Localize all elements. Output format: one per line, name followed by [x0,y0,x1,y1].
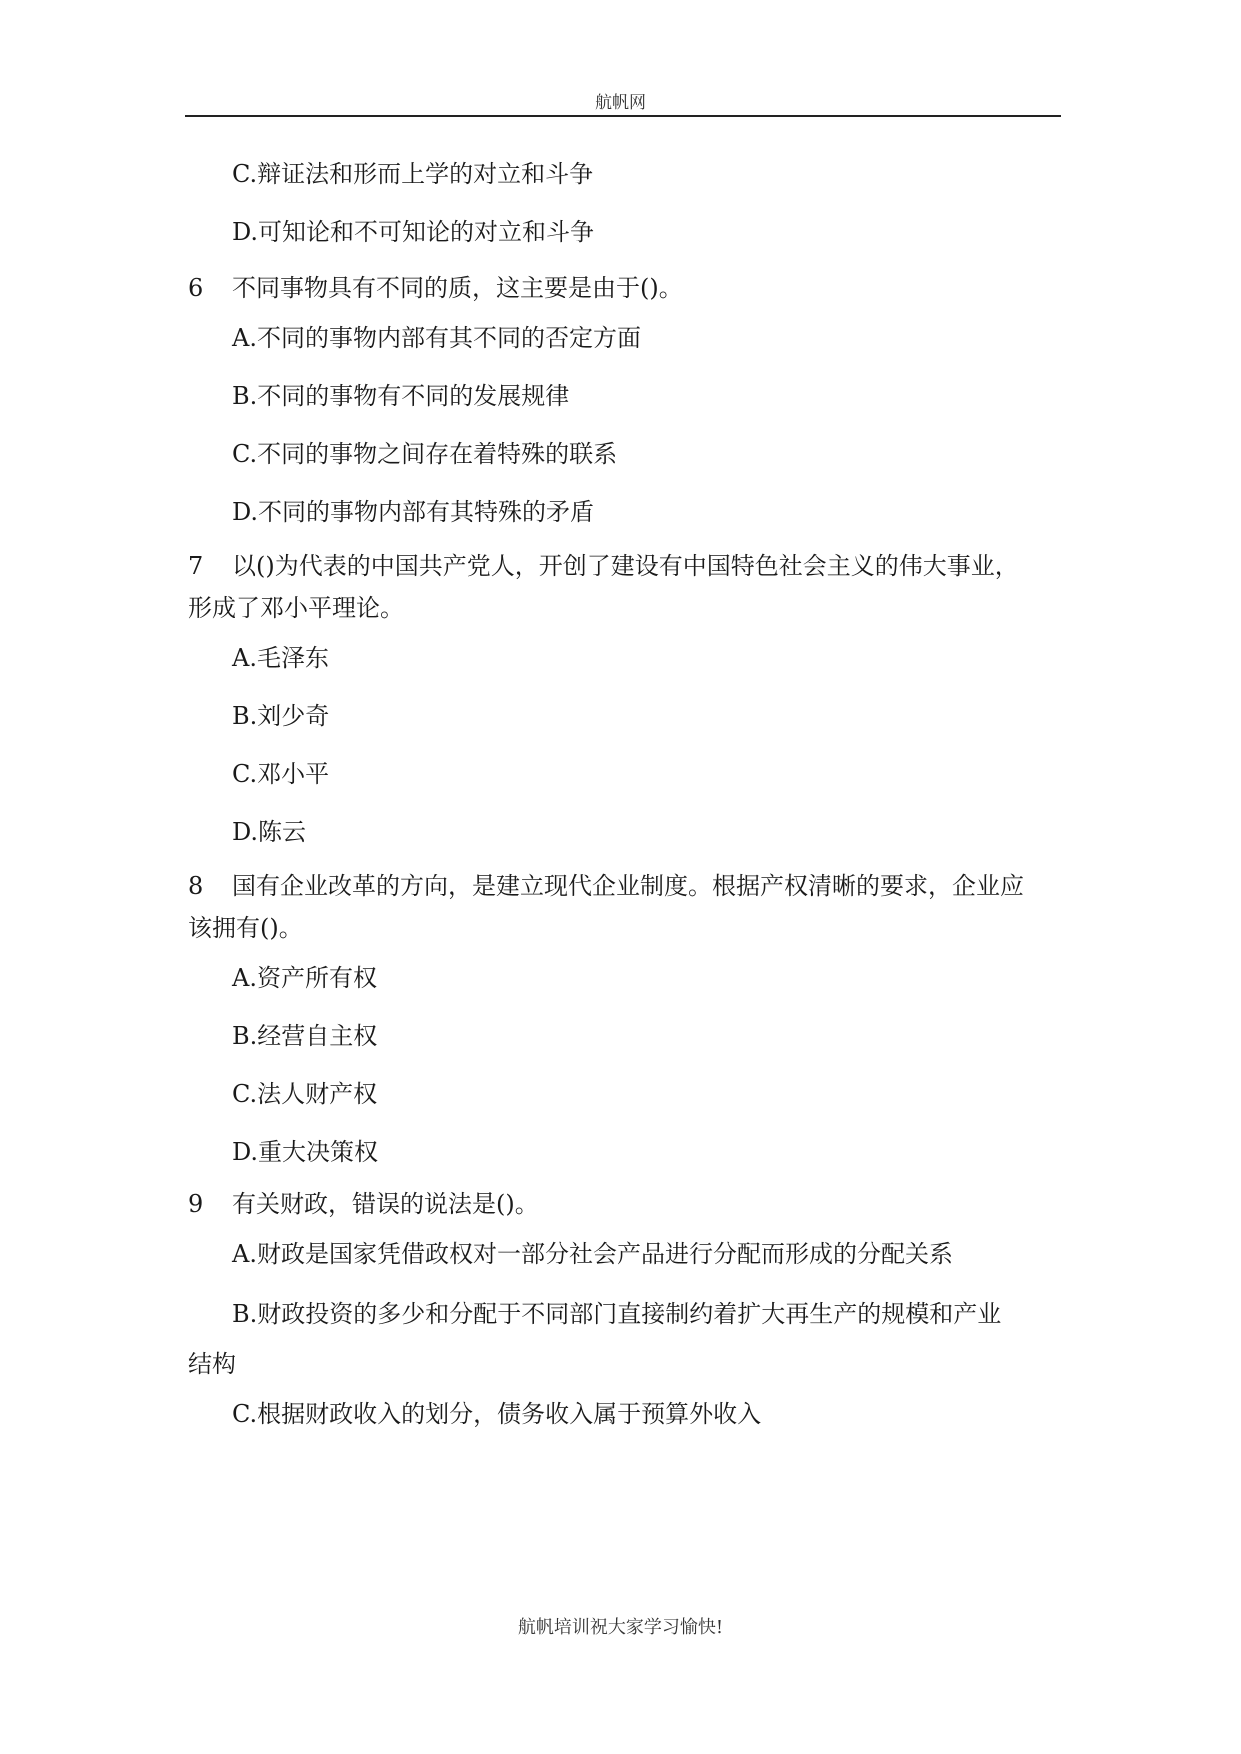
question-line [188,1188,539,1220]
question-continuation: 该拥有()。 [188,914,303,942]
option-line: B.经营自主权 [232,1022,378,1050]
option-line: B.财政投资的多少和分配于不同部门直接制约着扩大再生产的规模和产业 [232,1300,1002,1328]
option-line: C.法人财产权 [232,1080,378,1108]
question-text: 以()为代表的中国共产党人，开创了建设有中国特色社会主义的伟大事业， [232,552,1019,580]
option-continuation: 结构 [188,1350,236,1378]
question-continuation: 形成了邓小平理论。 [188,594,404,622]
question-line [188,272,683,304]
option-line: A.毛泽东 [232,644,329,672]
option-line: B.不同的事物有不同的发展规律 [232,382,570,410]
question-number: 7 [188,552,204,580]
option-line: C.邓小平 [232,760,330,788]
question-line [188,550,1019,582]
option-line: C.辩证法和形而上学的对立和斗争 [232,160,594,188]
question-line [188,870,1024,902]
option-line: A.财政是国家凭借政权对一部分社会产品进行分配而形成的分配关系 [232,1240,953,1268]
option-line: D.重大决策权 [232,1138,379,1166]
option-line: A.不同的事物内部有其不同的否定方面 [232,324,641,352]
question-text: 国有企业改革的方向，是建立现代企业制度。根据产权清晰的要求，企业应 [232,872,1024,900]
question-number: 8 [188,872,204,900]
option-line: A.资产所有权 [232,964,377,992]
option-line: D.陈云 [232,818,307,846]
option-line: D.不同的事物内部有其特殊的矛盾 [232,498,595,526]
option-line: B.刘少奇 [232,702,330,730]
question-number: 9 [188,1190,204,1218]
page-footer: 航帆培训祝大家学习愉快! [517,1617,724,1638]
question-text: 有关财政，错误的说法是()。 [232,1190,539,1218]
option-line: D.可知论和不可知论的对立和斗争 [232,218,595,246]
page-header: 航帆网 [595,93,646,113]
question-text: 不同事物具有不同的质，这主要是由于()。 [232,274,683,302]
question-number: 6 [188,274,204,302]
header-divider [185,115,1061,117]
option-line: C.不同的事物之间存在着特殊的联系 [232,440,618,468]
option-line: C.根据财政收入的划分，债务收入属于预算外收入 [232,1400,762,1428]
